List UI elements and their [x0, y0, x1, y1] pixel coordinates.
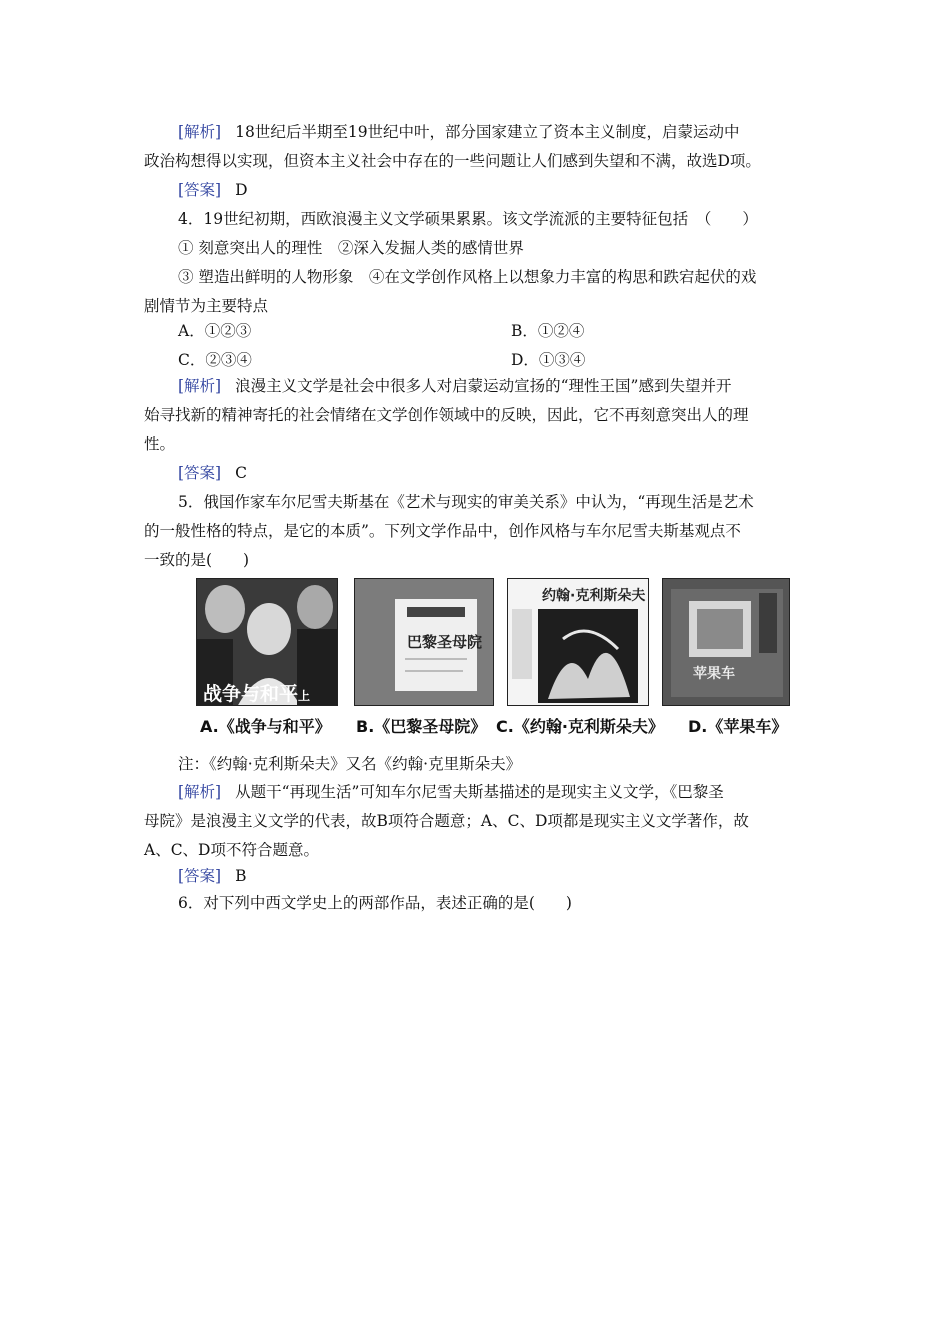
cover-jean-christophe: [507, 578, 649, 706]
caption-c: C.《约翰·克利斯朵夫》: [496, 717, 664, 736]
cover-b-title: 巴黎圣母院: [407, 633, 483, 651]
answer-tag: [答案]: [178, 464, 222, 482]
q4-option-c: C．②③④: [178, 351, 252, 369]
q5-analysis-line1: [144, 778, 808, 807]
cover-a-title: 战争与和平上: [203, 683, 311, 705]
cover-apple-cart: [662, 578, 790, 706]
q4-analysis-line3: 性。: [144, 435, 176, 453]
analysis-text: 浪漫主义文学是社会中很多人对启蒙运动宣扬的“理性王国”感到失望并开: [235, 377, 732, 395]
cover-war-and-peace: [196, 578, 338, 706]
answer-tag: [答案]: [178, 867, 222, 885]
caption-b: B.《巴黎圣母院》: [356, 717, 487, 736]
answer-value: B: [235, 867, 247, 885]
answer-tag: [答案]: [178, 181, 222, 199]
q3-answer: [144, 176, 808, 205]
q4-items-line3: 剧情节为主要特点: [144, 297, 269, 315]
cover-d-title: 苹果车: [693, 666, 735, 682]
answer-value: C: [235, 464, 247, 482]
q5-stem-line3: 一致的是( ): [144, 551, 250, 569]
q4-items-line1: ① 刻意突出人的理性 ②深入发掘人类的感情世界: [178, 239, 524, 257]
q5-answer: [144, 862, 808, 891]
q5-analysis-line3: A、C、D项不符合题意。: [144, 841, 319, 859]
q5-analysis-line2: 母院》是浪漫主义文学的代表，故B项符合题意；A、C、D项都是现实主义文学著作，故: [144, 812, 749, 830]
analysis-tag: [解析]: [178, 123, 222, 141]
analysis-text: 从题干“再现生活”可知车尔尼雪夫斯基描述的是现实主义文学，《巴黎圣: [235, 783, 724, 801]
q4-items-line2: ③ 塑造出鲜明的人物形象 ④在文学创作风格上以想象力丰富的构思和跌宕起伏的戏: [178, 268, 757, 286]
cover-notre-dame: [354, 578, 494, 706]
caption-d: D.《苹果车》: [688, 717, 788, 736]
q4-stem: 4．19世纪初期，西欧浪漫主义文学硕果累累。该文学流派的主要特征包括 （ ）: [178, 210, 758, 228]
q4-option-b: B．①②④: [511, 322, 585, 340]
caption-a: A.《战争与和平》: [200, 717, 331, 736]
analysis-tag: [解析]: [178, 377, 222, 395]
answer-value: D: [235, 181, 248, 199]
q4-analysis-line2: 始寻找新的精神寄托的社会情绪在文学创作领域中的反映，因此，它不再刻意突出人的理: [144, 406, 749, 424]
q3-analysis-line1: [144, 118, 808, 147]
q6-stem: 6．对下列中西文学史上的两部作品，表述正确的是( ): [178, 894, 572, 912]
q4-analysis-line1: [144, 372, 808, 401]
analysis-text: 18世纪后半期至19世纪中叶，部分国家建立了资本主义制度，启蒙运动中: [235, 123, 740, 141]
q5-stem-line2: 的一般性格的特点，是它的本质”。下列文学作品中，创作风格与车尔尼雪夫斯基观点不: [144, 522, 741, 540]
book-covers-figure: [196, 576, 790, 741]
q3-analysis-line2: 政治构想得以实现，但资本主义社会中存在的一些问题让人们感到失望和不满，故选D项。: [144, 152, 761, 170]
q4-option-a: A．①②③: [178, 322, 252, 340]
q4-option-d: D．①③④: [511, 351, 586, 369]
analysis-tag: [解析]: [178, 783, 222, 801]
q5-note: 注：《约翰·克利斯朵夫》又名《约翰·克里斯朵夫》: [178, 755, 522, 773]
q5-stem-line1: 5．俄国作家车尔尼雪夫斯基在《艺术与现实的审美关系》中认为，“再现生活是艺术: [178, 493, 754, 511]
cover-c-title: 约翰·克利斯朵夫: [542, 588, 646, 604]
q4-answer: [144, 459, 808, 488]
cover-d-image: [663, 579, 790, 706]
